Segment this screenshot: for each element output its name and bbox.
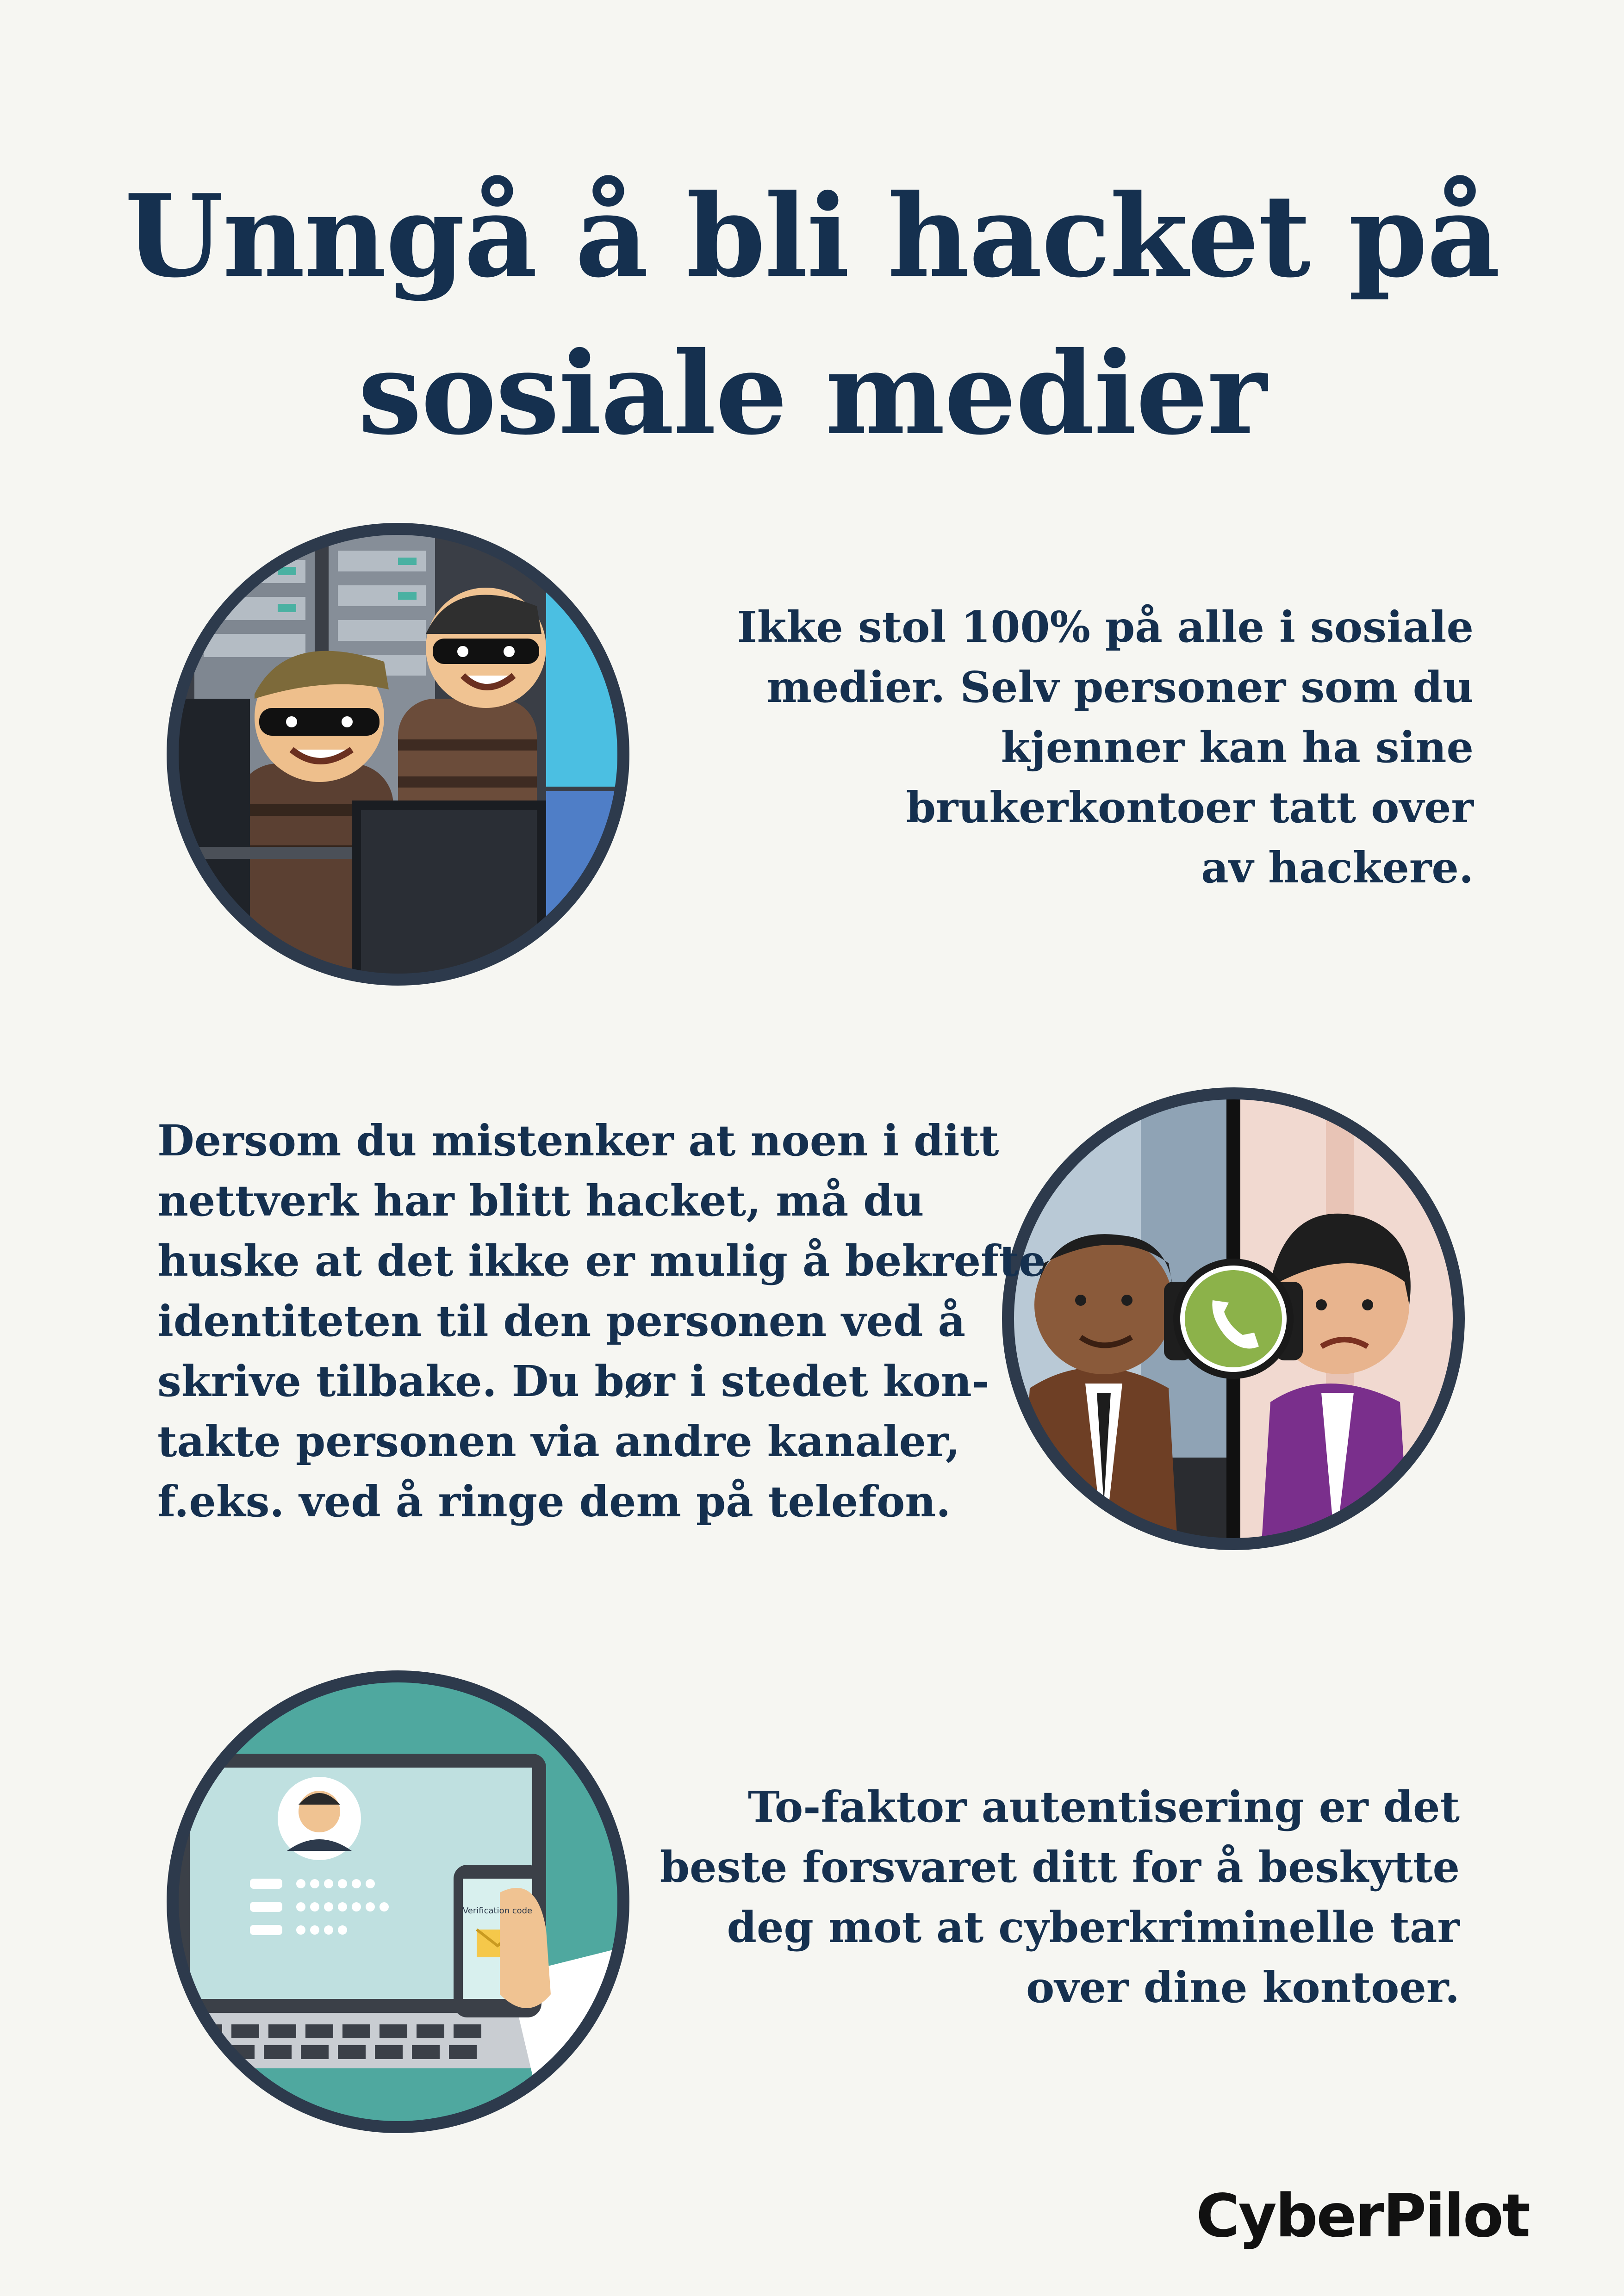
phone-call-illustration — [1002, 1087, 1465, 1550]
page-title — [0, 157, 1624, 472]
section-2-text: Dersom du mistenker at noen i ditt nettverk har blitt hacket, må du huske at det ikke er mulig å bekrefte identiteten til den personen ved å skrive tilbake. Du bør i stedet kon- takte personen via andre kanaler, f.eks. ved å ringe dem på telefon. — [157, 1116, 1046, 1527]
cyberpilot-logo: CyberPilot — [1196, 2182, 1529, 2251]
hackers-illustration — [167, 523, 629, 986]
two-factor-illustration — [167, 1670, 629, 2133]
title-line-2: sosiale medier — [358, 327, 1266, 460]
verification-code-label: Verification code — [462, 1906, 533, 1916]
title-line-1: Unngå å bli hacket på — [124, 169, 1500, 303]
section-1-text: Ikke stol 100% på alle i sosiale medier. Selv personer som du kjenner kan ha sine brukerkontoer tatt over av hackere. — [737, 602, 1474, 893]
section-3-text: To-faktor autentisering er det beste forsvaret ditt for å beskytte deg mot at cyberkriminelle tar over dine kontoer. — [660, 1782, 1460, 2012]
